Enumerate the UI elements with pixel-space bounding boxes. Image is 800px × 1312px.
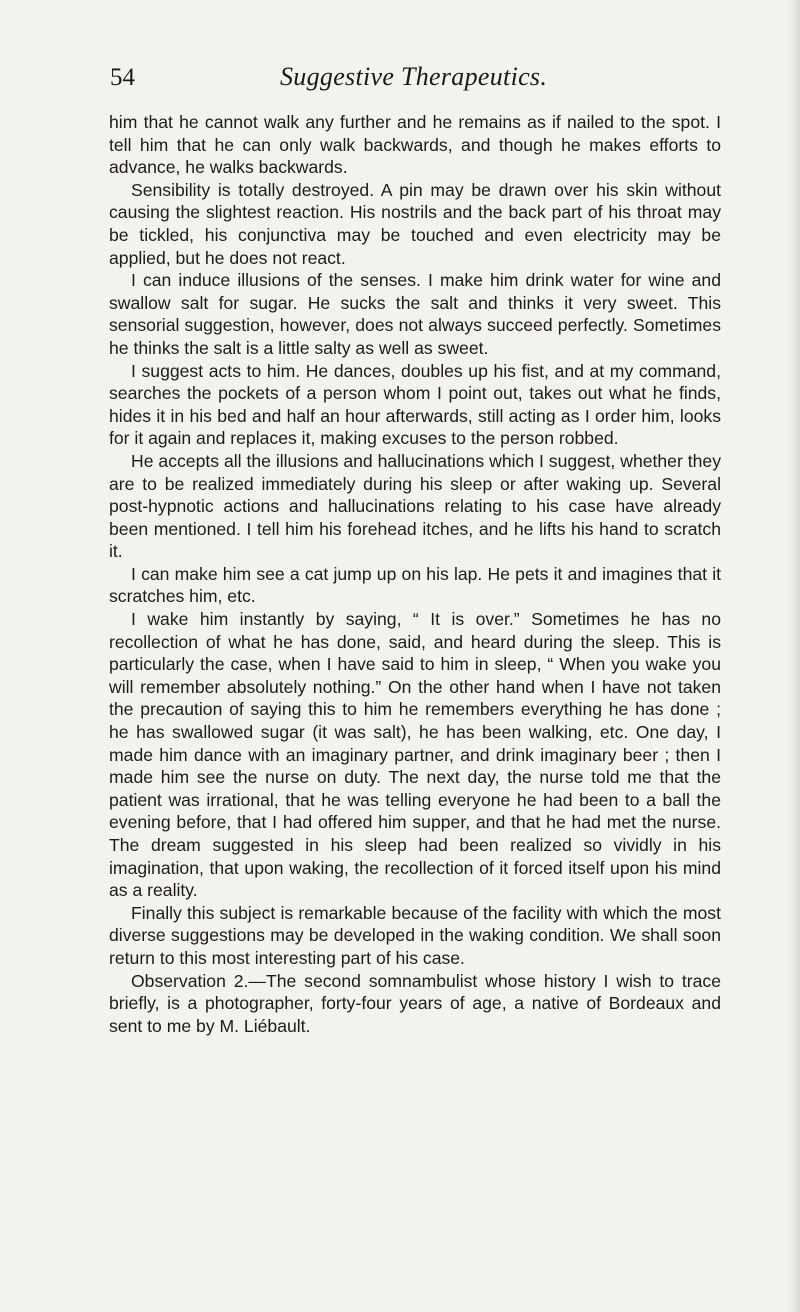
page-edge-shadow: [786, 0, 800, 1312]
page-number: 54: [110, 64, 135, 91]
paragraph: Sensibility is totally destroyed. A pin may be drawn over his skin without causing the slightest reaction. His nostrils and the back part of his throat may be tickled, his conjunctiva may be touched and even electricity may be applied, but he does not react.: [109, 179, 721, 268]
paragraph: him that he cannot walk any further and he remains as if nailed to the spot. I tell him that he can only walk backwards, and though he makes efforts to advance, he walks backwards.: [109, 112, 721, 178]
paragraph: I can make him see a cat jump up on his lap. He pets it and imagines that it scratches him, etc.: [109, 563, 721, 607]
paragraph: I suggest acts to him. He dances, doubles up his fist, and at my command, searches the pockets of a person whom I point out, takes out what he finds, hides it in his bed and half an hour afterwards, still acting as I order him, looks for it again and replaces it, making excuses to the person robbed.: [109, 360, 721, 449]
paragraph: Finally this subject is remarkable because of the facility with which the most diverse suggestions may be developed in the waking condition. We shall soon return to this most interesting part of his case.: [109, 902, 721, 968]
paragraph: Observation 2.—The second somnambulist whose history I wish to trace briefly, is a photographer, forty-four years of age, a native of Bordeaux and sent to me by M. Liébault.: [109, 970, 721, 1036]
running-title: Suggestive Therapeutics.: [280, 62, 548, 91]
paragraph: He accepts all the illusions and hallucinations which I suggest, whether they are to be realized immediately during his sleep or after waking up. Several post-hypnotic actions and hallucinations relating to his case have already been mentioned. I tell him his forehead itches, and he lifts his hand to scratch it.: [109, 450, 721, 562]
paragraph: I can induce illusions of the senses. I make him drink water for wine and swallow salt for sugar. He sucks the salt and thinks it very sweet. This sensorial suggestion, however, does not always succeed perfectly. Sometimes he thinks the salt is a little salty as well as sweet.: [109, 270, 721, 358]
page-header: [100, 62, 720, 98]
body-text: [109, 111, 721, 1037]
paragraph: I wake him instantly by saying, “ It is over.” Sometimes he has no recollection of what he has done, said, and heard during the sleep. This is particularly the case, when I have said to him in sleep, “ When you wake you will remember absolutely nothing.” On the other hand when I have not taken the precaution of saying this to him he remembers everything he has done ; he has swallowed sugar (it was salt), he has been walking, etc. One day, I made him dance with an imaginary partner, and drink imaginary beer ; then I made him see the nurse on duty. The next day, the nurse told me that the patient was irrational, that he was telling everyone he had been to a ball the evening before, that I had offered him supper, and that he had met the nurse. The dream suggested in his sleep had been realized so vividly in his imagination, that upon waking, the recollection of it forced itself upon his mind as a reality.: [109, 609, 721, 901]
